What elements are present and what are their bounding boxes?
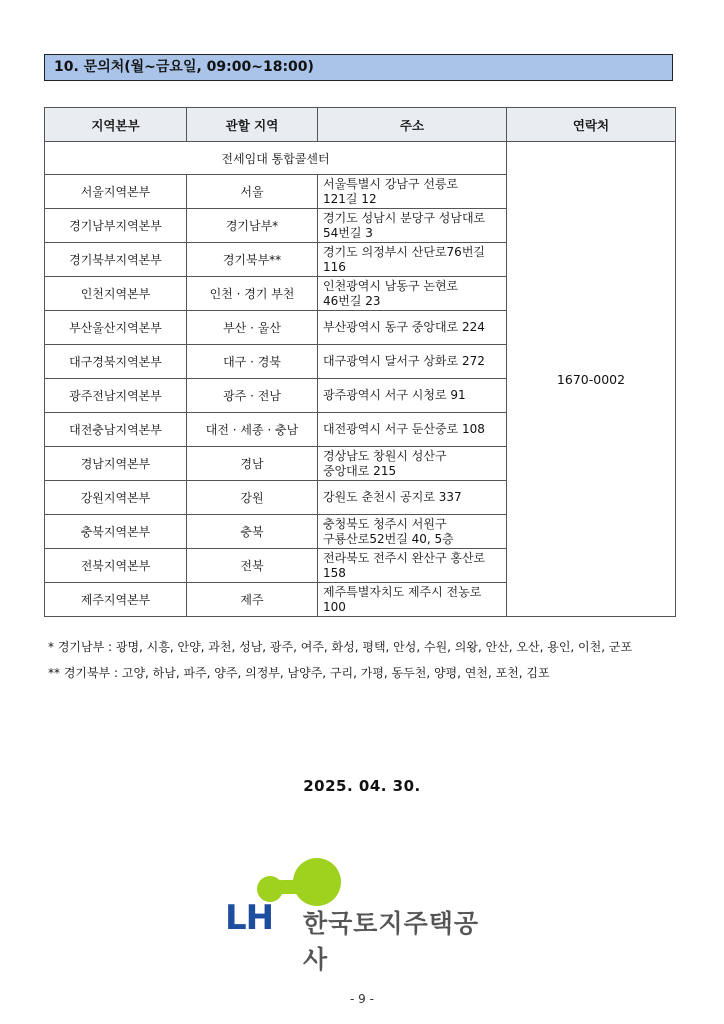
area-cell: 제주 [187, 583, 318, 617]
area-cell: 전북 [187, 549, 318, 583]
address-line: 제주특별자치도 제주시 전농로 [323, 584, 482, 599]
header-contact: 연락처 [507, 108, 676, 142]
footnote-gyeonggi-south: * 경기남부 : 광명, 시흥, 안양, 과천, 성남, 광주, 여주, 화성, 평택, 안성, 수원, 의왕, 안산, 오산, 용인, 이천, 군포 [48, 640, 633, 654]
office-cell: 충북지역본부 [45, 515, 187, 549]
address-line: 116 [323, 259, 346, 274]
office-cell: 부산울산지역본부 [45, 311, 187, 345]
office-cell: 서울지역본부 [45, 175, 187, 209]
logo-org-name: 한국토지주택공사 [303, 909, 480, 974]
address-cell [318, 209, 507, 243]
address-cell [318, 277, 507, 311]
footnotes [48, 634, 632, 686]
logo-dot-large-icon [293, 858, 341, 906]
office-cell: 대전충남지역본부 [45, 413, 187, 447]
address-cell [318, 481, 507, 515]
area-cell: 경기북부** [187, 243, 318, 277]
document-date: 2025. 04. 30. [303, 777, 421, 795]
office-cell: 경남지역본부 [45, 447, 187, 481]
office-cell: 제주지역본부 [45, 583, 187, 617]
office-cell: 광주전남지역본부 [45, 379, 187, 413]
area-cell: 인천 · 경기 부천 [187, 277, 318, 311]
address-cell [318, 311, 507, 345]
lh-logo [225, 858, 495, 974]
area-cell: 부산 · 울산 [187, 311, 318, 345]
address-line: 54번길 3 [323, 225, 373, 240]
area-cell: 광주 · 전남 [187, 379, 318, 413]
office-cell: 강원지역본부 [45, 481, 187, 515]
logo-mark: LH [225, 898, 274, 938]
address-line: 충청북도 청주시 서원구 [323, 516, 447, 531]
address-cell [318, 583, 507, 617]
address-line: 대구광역시 달서구 상화로 272 [323, 354, 485, 368]
office-cell: 전북지역본부 [45, 549, 187, 583]
office-cell: 대구경북지역본부 [45, 345, 187, 379]
area-cell: 대구 · 경북 [187, 345, 318, 379]
address-cell [318, 379, 507, 413]
address-line: 경기도 성남시 분당구 성남대로 [323, 210, 486, 225]
address-line: 인천광역시 남동구 논현로 [323, 278, 459, 293]
address-cell [318, 515, 507, 549]
office-cell: 경기남부지역본부 [45, 209, 187, 243]
header-office: 지역본부 [45, 108, 187, 142]
address-cell [318, 447, 507, 481]
address-line: 서울특별시 강남구 선릉로 [323, 176, 459, 191]
area-cell: 대전 · 세종 · 충남 [187, 413, 318, 447]
area-cell: 경기남부* [187, 209, 318, 243]
page-number: - 9 - [350, 992, 374, 1006]
contact-table [44, 107, 676, 617]
footnote-gyeonggi-north: ** 경기북부 : 고양, 하남, 파주, 양주, 의정부, 남양주, 구리, 가평, 동두천, 양평, 연천, 포천, 김포 [48, 666, 550, 680]
address-line: 대전광역시 서구 둔산중로 108 [323, 422, 485, 436]
call-center-row [45, 142, 676, 175]
address-line: 중앙대로 215 [323, 463, 397, 478]
address-line: 121길 12 [323, 191, 377, 206]
address-cell [318, 413, 507, 447]
office-cell: 인천지역본부 [45, 277, 187, 311]
area-cell: 경남 [187, 447, 318, 481]
area-cell: 서울 [187, 175, 318, 209]
address-line: 경상남도 창원시 성산구 [323, 448, 447, 463]
address-line: 전라북도 전주시 완산구 홍산로 [323, 550, 486, 565]
address-line: 강원도 춘천시 공지로 337 [323, 490, 462, 504]
address-line: 46번길 23 [323, 293, 381, 308]
address-cell [318, 549, 507, 583]
area-cell: 강원 [187, 481, 318, 515]
header-address: 주소 [318, 108, 507, 142]
call-center-label: 전세임대 통합콜센터 [45, 142, 507, 175]
address-line: 부산광역시 동구 중앙대로 224 [323, 320, 485, 334]
address-cell [318, 345, 507, 379]
phone-number: 1670-0002 [507, 142, 676, 617]
address-line: 100 [323, 599, 346, 614]
section-title: 10. 문의처(월~금요일, 09:00~18:00) [44, 54, 673, 81]
area-cell: 충북 [187, 515, 318, 549]
address-line: 구룡산로52번길 40, 5층 [323, 531, 454, 546]
office-cell: 경기북부지역본부 [45, 243, 187, 277]
address-cell [318, 243, 507, 277]
address-cell [318, 175, 507, 209]
address-line: 광주광역시 서구 시청로 91 [323, 388, 466, 402]
address-line: 158 [323, 565, 346, 580]
table-header-row [45, 108, 676, 142]
address-line: 경기도 의정부시 산단로76번길 [323, 244, 486, 259]
header-area: 관할 지역 [187, 108, 318, 142]
